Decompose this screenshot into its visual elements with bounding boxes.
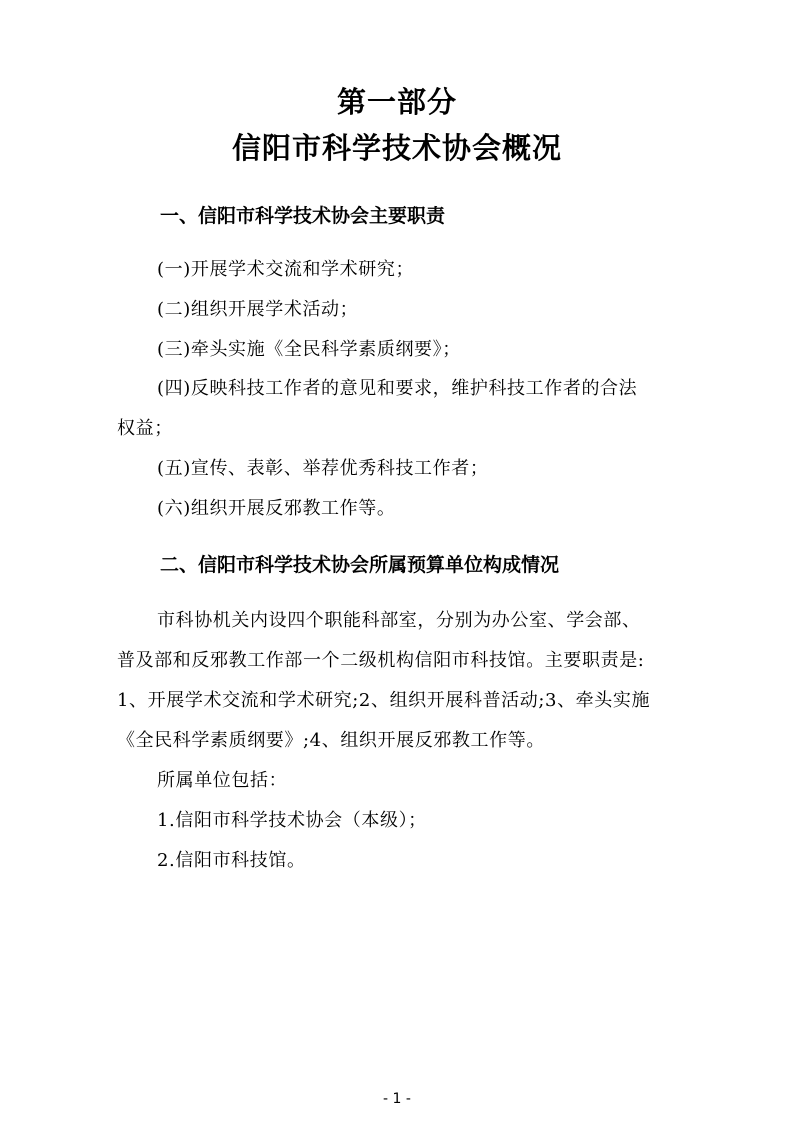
- page-number: - 1 -: [383, 1091, 411, 1107]
- section-heading-responsibilities: 一、信阳市科学技术协会主要职责: [160, 205, 446, 227]
- responsibility-item: (四)反映科技工作者的意见和要求，维护科技工作者的合法: [157, 378, 638, 399]
- unit-list-item: 1.信阳市科学技术协会（本级）；: [157, 810, 427, 831]
- unit-list-item: 2.信阳市科技馆。: [157, 850, 306, 871]
- document-title: 信阳市科学技术协会概况: [231, 131, 562, 165]
- responsibility-item: (一)开展学术交流和学术研究；: [157, 259, 415, 280]
- paragraph-line: 《全民科学素质纲要》;4、组织开展反邪教工作等。: [117, 730, 545, 751]
- part-title: 第一部分: [336, 85, 457, 119]
- paragraph-line: 市科协机关内设四个职能科部室，分别为办公室、学会部、: [157, 610, 641, 631]
- units-intro: 所属单位包括：: [157, 770, 288, 791]
- paragraph-line: 1、开展学术交流和学术研究;2、组织开展科普活动;3、牵头实施: [117, 690, 651, 711]
- section-heading-budget-units: 二、信阳市科学技术协会所属预算单位构成情况: [160, 554, 560, 576]
- responsibility-item: (六)组织开展反邪教工作等。: [157, 498, 396, 519]
- responsibility-item: (三)牵头实施《全民科学素质纲要》；: [157, 339, 461, 360]
- paragraph-line: 普及部和反邪教工作部一个二级机构信阳市科技馆。主要职责是:: [117, 650, 645, 671]
- responsibility-item-continuation: 权益；: [117, 418, 173, 439]
- responsibility-item: (五)宣传、表彰、举荐优秀科技工作者；: [157, 458, 489, 479]
- responsibility-item: (二)组织开展学术活动；: [157, 299, 359, 320]
